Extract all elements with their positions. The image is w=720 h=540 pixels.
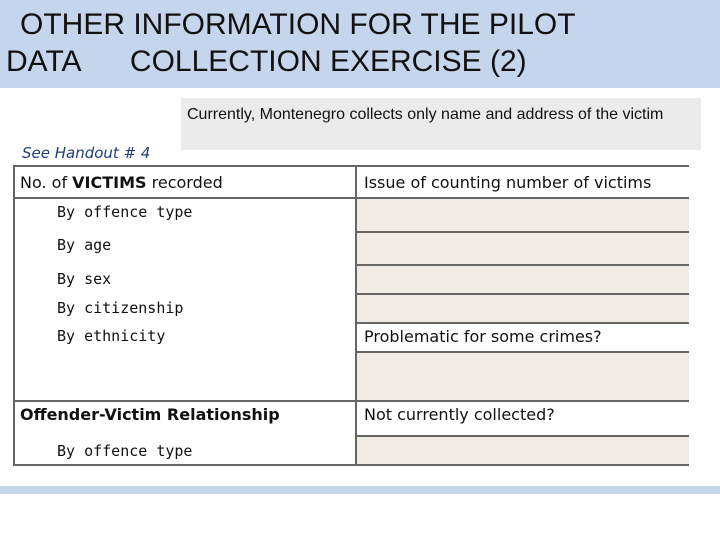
row-comment-ethnicity: Problematic for some crimes? <box>364 327 602 346</box>
cell-offence-type-comment <box>357 199 689 231</box>
row-divider <box>357 293 689 295</box>
handout-reference: See Handout # 4 <box>22 144 151 162</box>
row-divider <box>357 322 689 324</box>
header-right: Issue of counting number of victims <box>364 173 652 192</box>
section-comment-relationship: Not currently collected? <box>364 405 555 424</box>
cell-age-comment <box>357 233 689 264</box>
row-divider <box>357 351 689 353</box>
row-label-relationship-offence-type: By offence type <box>57 442 193 460</box>
row-divider <box>15 400 689 402</box>
cell-citizenship-comment <box>357 295 689 322</box>
row-label-ethnicity: By ethnicity <box>57 327 166 345</box>
row-label-sex: By sex <box>57 270 112 288</box>
cell-sex-comment <box>357 266 689 293</box>
header-left-suffix: recorded <box>146 173 223 192</box>
section-label-relationship: Offender-Victim Relationship <box>20 405 280 424</box>
slide-title <box>6 6 706 80</box>
title-line-2: DATA COLLECTION EXERCISE (2) <box>6 45 527 78</box>
header-left-bold: VICTIMS <box>72 173 147 192</box>
bottom-band <box>0 486 720 494</box>
header-left <box>20 173 223 192</box>
row-divider <box>15 197 689 199</box>
cell-blank-comment <box>357 353 689 400</box>
row-divider <box>357 435 689 437</box>
header-left-prefix: No. of <box>20 173 73 192</box>
row-label-citizenship: By citizenship <box>57 299 184 317</box>
cell-relationship-offence-comment <box>357 437 689 464</box>
victims-table <box>13 165 689 466</box>
row-divider <box>357 264 689 266</box>
column-divider <box>355 167 357 464</box>
note-box: Currently, Montenegro collects only name and address of the victim <box>181 98 701 150</box>
row-label-offence-type: By offence type <box>57 203 193 221</box>
row-divider <box>357 231 689 233</box>
title-line-1: OTHER INFORMATION FOR THE PILOT <box>20 8 576 41</box>
row-label-age: By age <box>57 236 112 254</box>
